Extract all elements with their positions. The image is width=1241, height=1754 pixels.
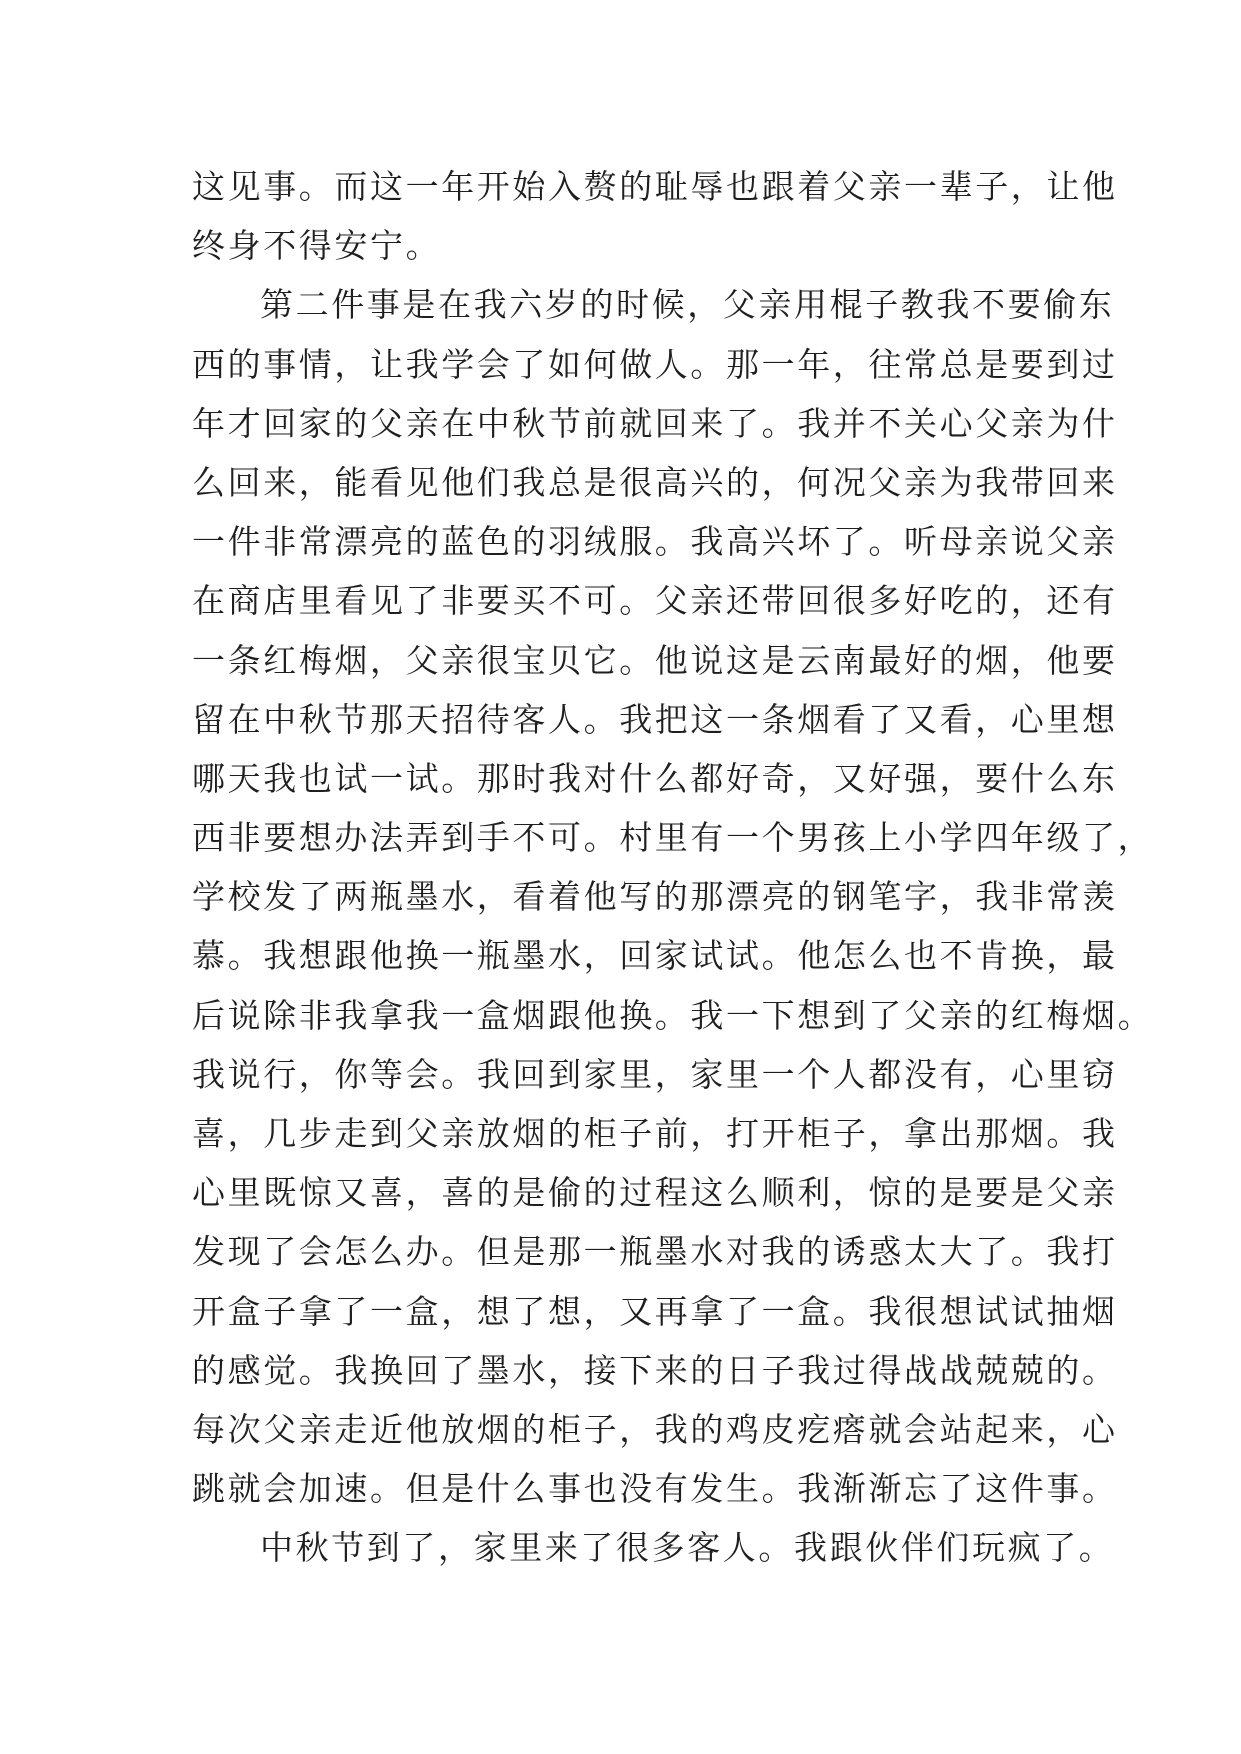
text-line: 西非要想办法弄到手不可。村里有一个男孩上小学四年级了， xyxy=(192,818,1154,858)
text-line: 哪天我也试一试。那时我对什么都好奇，又好强，要什么东 xyxy=(192,758,1118,798)
text-line: 一条红梅烟，父亲很宝贝它。他说这是云南最好的烟，他要 xyxy=(192,640,1118,680)
text-line: 年才回家的父亲在中秋节前就回来了。我并不关心父亲为什 xyxy=(192,403,1118,443)
text-line: 发现了会怎么办。但是那一瓶墨水对我的诱惑太大了。我打 xyxy=(192,1232,1118,1272)
text-line: 终身不得安宁。 xyxy=(192,226,442,266)
text-line: 心里既惊又喜，喜的是偷的过程这么顺利，惊的是要是父亲 xyxy=(192,1173,1118,1213)
text-line: 我说行，你等会。我回到家里，家里一个人都没有，心里窃 xyxy=(192,1054,1118,1094)
text-line: 西的事情，让我学会了如何做人。那一年，往常总是要到过 xyxy=(192,344,1118,384)
paragraph-start-line: 中秋节到了，家里来了很多客人。我跟伙伴们玩疯了。 xyxy=(260,1528,1115,1568)
text-line: 一件非常漂亮的蓝色的羽绒服。我高兴坏了。听母亲说父亲 xyxy=(192,522,1118,562)
text-line: 的感觉。我换回了墨水，接下来的日子我过得战战兢兢的。 xyxy=(192,1350,1118,1390)
text-line: 喜，几步走到父亲放烟的柜子前，打开柜子，拿出那烟。我 xyxy=(192,1114,1118,1153)
text-line: 每次父亲走近他放烟的柜子，我的鸡皮疙瘩就会站起来，心 xyxy=(192,1409,1118,1449)
text-line: 留在中秋节那天招待客人。我把这一条烟看了又看，心里想 xyxy=(192,699,1118,739)
text-line: 跳就会加速。但是什么事也没有发生。我渐渐忘了这件事。 xyxy=(192,1469,1118,1509)
body-text xyxy=(192,157,1154,1578)
text-line: 慕。我想跟他换一瓶墨水，回家试试。他怎么也不肯换，最 xyxy=(192,936,1118,976)
text-line: 这见事。而这一年开始入赘的耻辱也跟着父亲一辈子，让他 xyxy=(192,167,1118,206)
text-line: 后说除非我拿我一盒烟跟他换。我一下想到了父亲的红梅烟。 xyxy=(192,995,1154,1035)
text-line: 学校发了两瓶墨水，看着他写的那漂亮的钢笔字，我非常羡 xyxy=(192,877,1118,917)
text-line: 在商店里看见了非要买不可。父亲还带回很多好吃的，还有 xyxy=(192,581,1118,621)
text-line: 开盒子拿了一盒，想了想，又再拿了一盒。我很想试试抽烟 xyxy=(192,1291,1118,1331)
paragraph-start-line: 第二件事是在我六岁的时候，父亲用棍子教我不要偷东 xyxy=(260,285,1115,325)
text-line: 么回来，能看见他们我总是很高兴的，何况父亲为我带回来 xyxy=(192,462,1118,502)
